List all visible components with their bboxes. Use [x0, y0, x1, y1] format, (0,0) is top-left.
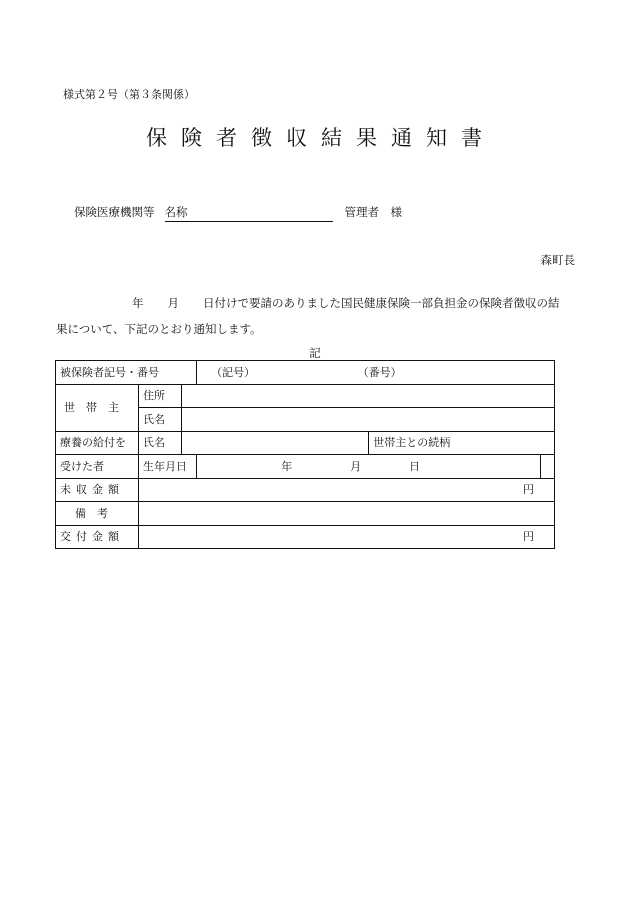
householder-address-label: 住所: [139, 384, 182, 408]
relation-label: 世帯主との続柄: [369, 431, 555, 455]
table-row-recipient-birthdate: [56, 455, 555, 479]
table-row-householder-address: [56, 384, 555, 408]
uncollected-amount-field[interactable]: [139, 478, 555, 502]
institution-name-label: 名称: [164, 205, 188, 219]
body-line1-text: 日付けで要請のありました国民健康保険一部負担金の保険者徴収の結: [203, 296, 560, 310]
householder-address-field[interactable]: [182, 384, 555, 408]
insured-number-cell[interactable]: [197, 361, 555, 385]
recipient-label-2: 受けた者: [56, 455, 139, 479]
table-row-uncollected: [56, 478, 555, 502]
notice-table: [55, 360, 555, 549]
householder-name-field[interactable]: [182, 408, 555, 432]
body-month-label: 月: [167, 296, 179, 310]
uncollected-label: 未収金額: [56, 478, 139, 502]
document-title: 保険者徴収結果通知書: [146, 126, 496, 150]
issuer: 森町長: [540, 253, 575, 267]
birth-day-label: 日: [409, 459, 421, 473]
uncollected-yen: 円: [523, 483, 534, 497]
recipient-name-field[interactable]: [182, 431, 369, 455]
birthdate-label: 生年月日: [139, 455, 197, 479]
symbol-label: （記号）: [211, 365, 256, 379]
payment-label: 交付金額: [56, 525, 139, 549]
table-row-insured-number: [56, 361, 555, 385]
householder-name-label: 氏名: [139, 408, 182, 432]
form-number: 様式第２号（第３条関係）: [63, 88, 195, 101]
table-row-recipient-name: [56, 431, 555, 455]
householder-label: 世帯主: [56, 384, 139, 431]
relation-field[interactable]: [541, 455, 555, 479]
body-line-1: [132, 295, 560, 311]
ki-heading: 記: [309, 346, 321, 360]
institution-label: 保険医療機関等: [74, 205, 155, 219]
recipient-name-label: 氏名: [139, 431, 182, 455]
recipient-label-1: 療養の給付を: [56, 431, 139, 455]
table-row-remarks: [56, 502, 555, 526]
manager-label: 管理者 様: [344, 205, 402, 219]
institution-name-field[interactable]: [165, 204, 333, 222]
body-year-label: 年: [132, 296, 144, 310]
birth-year-label: 年: [281, 459, 293, 473]
insured-number-label: 被保険者記号・番号: [56, 361, 197, 385]
payment-amount-field[interactable]: [139, 525, 555, 549]
remarks-label: 備考: [56, 502, 139, 526]
payment-yen: 円: [523, 530, 534, 544]
institution-line: [74, 204, 402, 222]
birthdate-field[interactable]: [197, 455, 541, 479]
body-line-2: 果について、下記のとおり通知します。: [56, 322, 262, 336]
number-label: （番号）: [363, 365, 402, 379]
birth-month-label: 月: [350, 459, 362, 473]
remarks-field[interactable]: [139, 502, 555, 526]
table-row-payment: [56, 525, 555, 549]
